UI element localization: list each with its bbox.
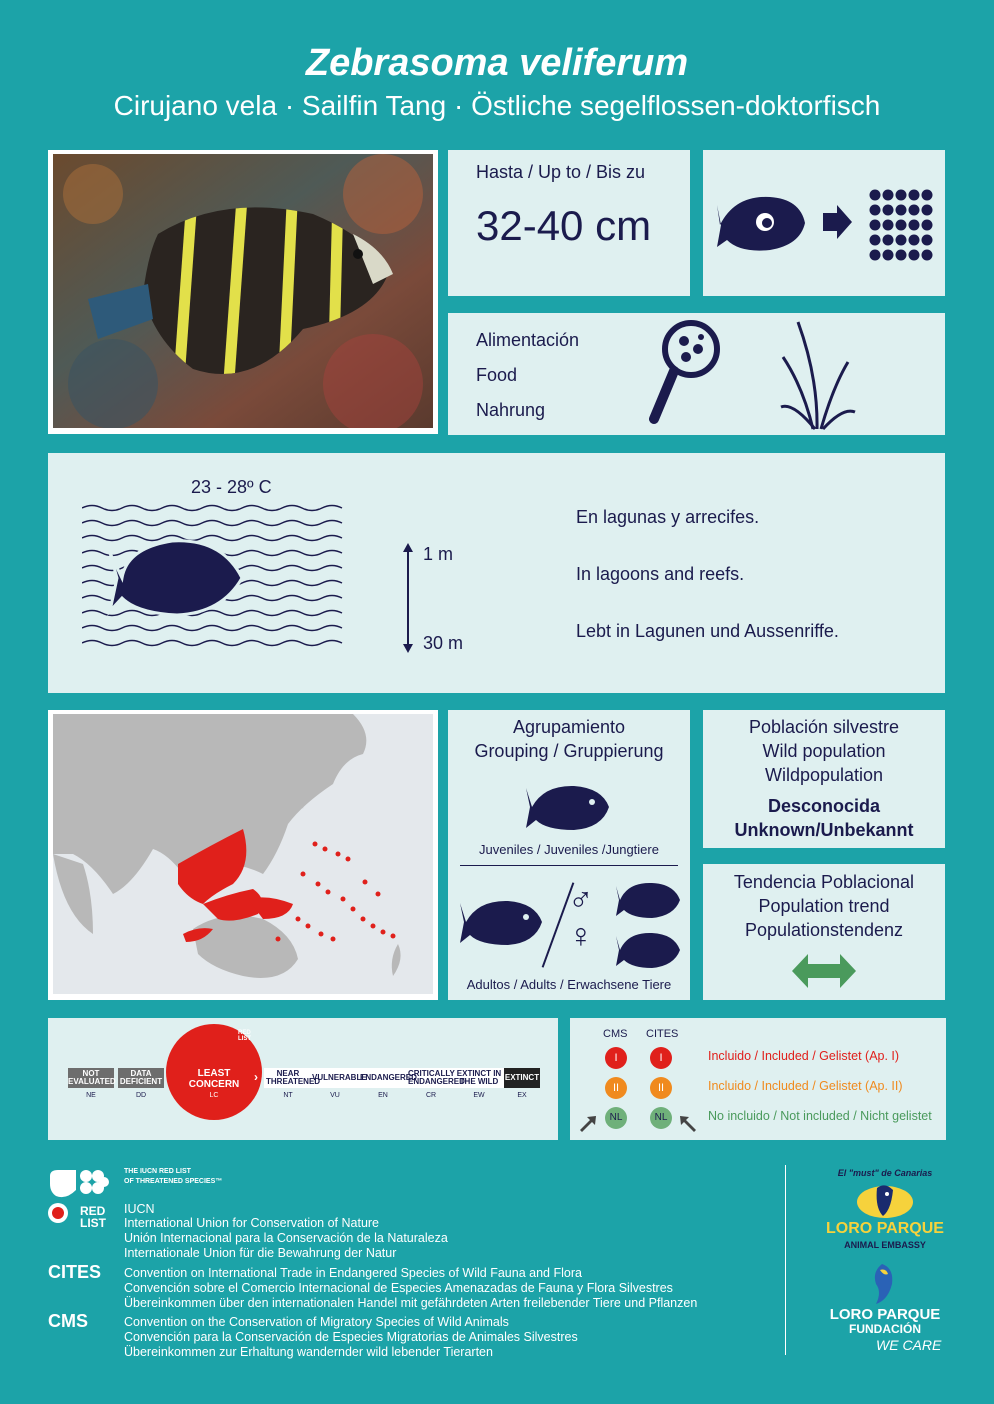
double-arrow-icon (792, 954, 856, 988)
size-value: 32-40 cm (476, 202, 652, 249)
fish-photo (53, 154, 433, 428)
status-ew: EXTINCT IN THE WILD (456, 1069, 502, 1086)
population-panel (703, 710, 945, 848)
appendix-2-label: Incluido / Included / Gelistet (Ap. II) (708, 1079, 903, 1093)
status-cr: CRITICALLY ENDANGERED (408, 1069, 465, 1086)
iucn-tagline-1: THE IUCN RED LIST (124, 1168, 191, 1175)
depth-arrow-icon (401, 543, 415, 653)
cms-line-3: Übereinkommen zur Erhaltung wandernder wild lebender Tierarten (124, 1345, 493, 1359)
species-subtitle: Cirujano vela · Sailfin Tang · Östliche segelflossen-doktorfisch (113, 90, 881, 121)
least-concern-label: LEAST CONCERN (188, 1068, 240, 1090)
food-panel (448, 313, 945, 435)
food-label-en: Food (476, 365, 518, 385)
juvenile-fish-icon (524, 780, 614, 835)
status-dd: DATA DEFICIENT (119, 1069, 163, 1086)
status-ne-code: NE (86, 1092, 96, 1099)
male-female-icon: ♂ ♀ (568, 881, 594, 955)
loro-parque-tagline: El "must" de Canarias (837, 1168, 933, 1178)
cites-line-1: Convention on International Trade in Endangered Species of Wild Fauna and Flora (124, 1266, 582, 1280)
status-ex-code: EX (517, 1092, 527, 1099)
depth-min: 1 m (423, 544, 454, 564)
fundacion-title: LORO PARQUE (829, 1306, 941, 1323)
not-listed-label: No incluido / Not included / Nicht gelistet (708, 1109, 932, 1123)
population-status-en-de: Unknown/Unbekannt (734, 820, 914, 840)
cms-heading: CMS (48, 1311, 88, 1331)
iucn-line-2: Unión Internacional para la Conservación de la Naturaleza (124, 1231, 448, 1245)
redlist-badge: RED LIST (238, 1030, 251, 1042)
habitat-en: In lagoons and reefs. (576, 564, 745, 584)
grouping-title-en-de: Grouping / Gruppierung (474, 741, 664, 761)
trend-title-en: Population trend (758, 896, 890, 916)
status-vu: VULNERABLE (312, 1073, 367, 1082)
cms-appendix-2: II (605, 1077, 627, 1099)
population-title-es: Población silvestre (748, 717, 900, 737)
loro-parque-parrot-logo (855, 1180, 915, 1220)
cites-column-label: CITES (646, 1028, 679, 1040)
iucn-line-1: International Union for Conservation of Nature (124, 1216, 380, 1230)
cites-not-listed: NL (650, 1107, 672, 1129)
seaweed-icon (773, 317, 863, 432)
redlist-logo-text: RED LIST (80, 1204, 106, 1230)
status-ne: NOT EVALUATED (68, 1069, 116, 1086)
adult-pair-fish-icon (614, 878, 684, 978)
photo-panel (48, 150, 438, 434)
loro-parque-title: LORO PARQUE (826, 1220, 944, 1237)
fish-eggs-icon (715, 185, 935, 265)
habitat-es: En lagunas y arrecifes. (576, 507, 760, 527)
reproduction-panel (703, 150, 945, 296)
iucn-line-3: Internationale Union für die Bewahrung der Natur (124, 1246, 397, 1260)
food-label-es: Alimentación (476, 330, 580, 350)
status-en: ENDANGERED (360, 1073, 417, 1082)
cites-line-3: Übereinkommen über den internationalen Handel mit gefährdeten Arten freilebender Tiere und Pflanzen (124, 1296, 698, 1310)
iucn-name: IUCN (124, 1202, 155, 1216)
loro-parque-subtitle: ANIMAL EMBASSY (844, 1240, 926, 1250)
distribution-map (53, 714, 433, 994)
arrow-up-right-icon (578, 1114, 598, 1132)
footer-divider (785, 1165, 786, 1355)
least-concern-code: LC (209, 1092, 219, 1099)
juveniles-label: Juveniles / Juveniles /Jungtiere (479, 842, 659, 857)
food-label-de: Nahrung (476, 400, 546, 420)
adult-fish-icon (460, 895, 545, 950)
cms-column-label: CMS (603, 1028, 628, 1040)
status-dd-code: DD (135, 1092, 147, 1099)
water-waves-fish-icon (82, 503, 352, 663)
cites-heading: CITES (48, 1262, 102, 1282)
loro-parque-fundacion-parrot-logo (862, 1262, 902, 1306)
cites-line-2: Convención sobre el Comercio Internacional de Especies Amenazadas de Fauna y Flora Silvestres (124, 1281, 673, 1295)
map-panel (48, 710, 438, 1000)
depth-max: 30 m (423, 633, 464, 653)
cites-cms-panel (570, 1018, 946, 1140)
grouping-panel (448, 710, 690, 1000)
cites-appendix-2: II (650, 1077, 672, 1099)
size-panel (448, 150, 690, 296)
cms-not-listed: NL (605, 1107, 627, 1129)
status-nt: NEAR THREATENED (266, 1069, 321, 1086)
fundacion-subtitle: FUNDACIÓN (849, 1322, 921, 1336)
population-title-de: Wildpopulation (764, 765, 884, 785)
status-vu-code: VU (330, 1092, 340, 1099)
status-ex: EXTINCT (504, 1068, 540, 1088)
cms-line-1: Convention on the Conservation of Migratory Species of Wild Animals (124, 1315, 509, 1329)
status-cr-code: CR (425, 1092, 437, 1099)
cms-line-2: Convención para la Conservación de Especies Migratorias de Animales Silvestres (124, 1330, 578, 1344)
iucn-tagline-2: OF THREATENED SPECIES™ (124, 1178, 223, 1185)
trend-panel (703, 864, 945, 1000)
magnifier-plankton-icon (646, 319, 726, 429)
redlist-panel (48, 1018, 558, 1140)
temperature-label: 23 - 28º C (191, 477, 272, 497)
status-nt-code: NT (283, 1092, 293, 1099)
status-ew-code: EW (473, 1092, 485, 1099)
arrow-up-left-icon (678, 1114, 698, 1132)
we-care-text: WE CARE (876, 1337, 942, 1353)
appendix-1-label: Incluido / Included / Gelistet (Ap. I) (708, 1049, 900, 1063)
grouping-divider (460, 865, 678, 866)
habitat-de: Lebt in Lagunen und Aussenriffe. (576, 621, 839, 641)
cms-appendix-1: I (605, 1047, 627, 1069)
cites-appendix-1: I (650, 1047, 672, 1069)
population-status-es: Desconocida (767, 796, 881, 816)
habitat-panel (48, 453, 945, 693)
grouping-title-es: Agrupamiento (512, 717, 626, 737)
population-title-en: Wild population (762, 741, 886, 761)
trend-title-de: Populationstendenz (744, 920, 904, 940)
status-en-code: EN (378, 1092, 388, 1099)
species-title: Zebrasoma veliferum (305, 42, 689, 84)
adults-label: Adultos / Adults / Erwachsene Tiere (466, 977, 672, 992)
chevron-right-icon: › (254, 1070, 258, 1084)
size-label: Hasta / Up to / Bis zu (476, 162, 646, 182)
trend-title-es: Tendencia Poblacional (733, 872, 915, 892)
